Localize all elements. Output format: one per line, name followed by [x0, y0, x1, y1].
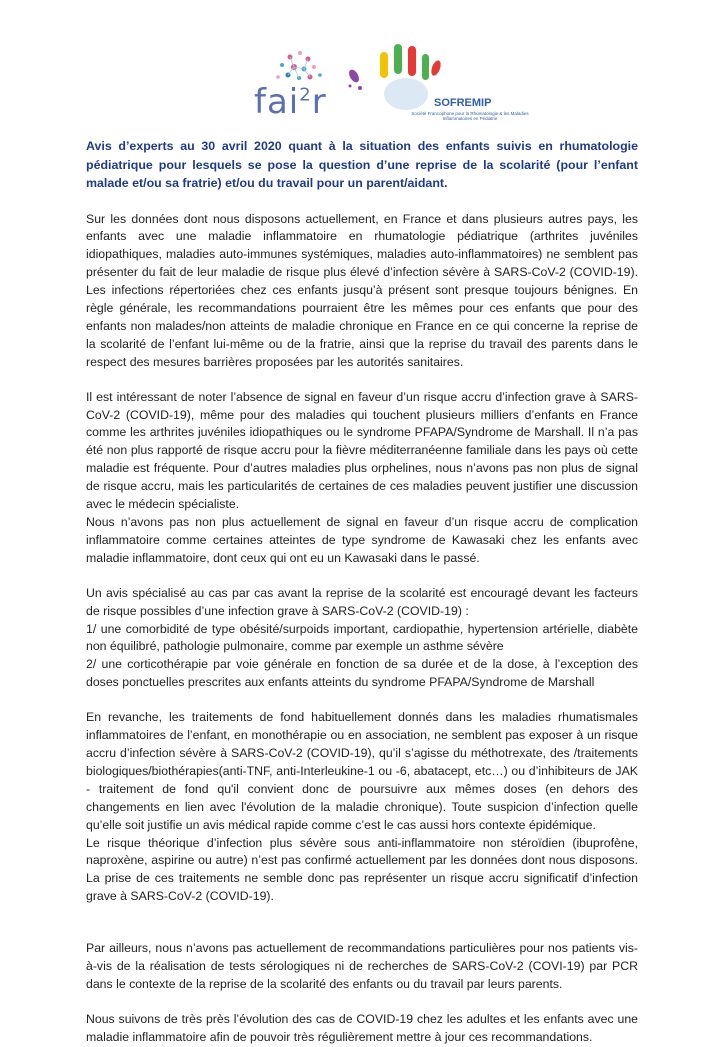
- document-body: [86, 137, 638, 1047]
- paragraph-3: Nous n’avons pas non plus actuellement de signal en faveur d’un risque accru de complication inflammatoire comme certaines atteintes de type syndrome de Kawasaki chez les enfants avec maladie inflammatoire, dont ceux qui ont eu un Kawasaki dans le passé.: [86, 515, 638, 565]
- header-logos: [0, 0, 724, 135]
- document-heading: Avis d’experts au 30 avril 2020 quant à la situation des enfants suivis en rhumatologie pédiatrique pour lesquels se pose la question d’une reprise de la scolarité (pour l’enfant malade et/ou sa fratrie) et/ou du travail pour un parent/aidant.: [86, 139, 638, 190]
- paragraph-2: Il est intéressant de noter l’absence de signal en faveur d’un risque accru d’infection grave à SARS-CoV-2 (COVID-19), même pour des maladies qui touchent plusieurs milliers d’enfants en France comme les arthrites juvéniles idiopathiques ou le syndrome PFAPA/Syndrome de Marshall. Il n’a pas été non plus rapporté de risque accru pour la fièvre méditerranéenne familiale dans les pays où cette maladie est fréquente. Pour d’autres maladies plus orphelines, nous n’avons pas non plus de signal de risque accru, mais les particularités de certaines de ces maladies peuvent justifier une discussion avec le médecin spécialiste.: [86, 389, 638, 512]
- paragraph-6: 2/ une corticothérapie par voie générale en fonction de sa durée et de la dose, à l’exception des doses ponctuelles prescrites aux enfants atteints du syndrome PFAPA/Syndrome de Marshall: [86, 657, 638, 690]
- paragraph-5: 1/ une comorbidité de type obésité/surpoids important, cardiopathie, hypertension artérielle, diabète non équilibré, pathologie pulmonaire, comme par exemple un asthme sévère: [86, 621, 638, 654]
- paragraph-4: Un avis spécialisé au cas par cas avant la reprise de la scolarité est encouragé devant les facteurs de risque possibles d’une infection grave à SARS-CoV-2 (COVID-19) :: [86, 585, 638, 618]
- paragraph-8: Le risque théorique d’infection plus sévère sous anti-inflammatoire non stéroïdien (ibuprofène, naproxène, aspirine ou autre) n’est pas confirmé actuellement par les données dont nous disposons. La prise de ces traitements ne semble donc pas représenter un risque accru significatif d’infection grave à SARS-CoV-2 (COVID-19).: [86, 835, 638, 904]
- paragraph-9: Par ailleurs, nous n’avons pas actuellement de recommandations particulières pour nos patients vis-à-vis de la réalisation de tests sérologiques ni de recherches de SARS-CoV-2 (COVI-19) par PCR dans le contexte de la reprise de la scolarité des enfants ou du travail par leurs parents.: [86, 941, 638, 991]
- paragraph-7: En revanche, les traitements de fond habituellement donnés dans les maladies rhumatismales inflammatoires de l’enfant, en monothérapie ou en association, ne semblent pas exposer à un risque accru d’infection sévère à SARS-CoV-2 (COVID-19), qu’il s’agisse du méthotrexate, des /traitements biologiques/biothérapies(anti-TNF, anti-Interleukine-1 ou -6, abatacept, etc…) ou d’inhibiteurs de JAK - traitement de fond qu'il convient donc de poursuivre aux mêmes doses (en dehors des changements en lien avec l'évolution de la maladie chronique). Toute suspicion d’infection quelle qu’elle soit justifie un avis médical rapide comme c’est le cas aussi hors contexte épidémique.: [86, 710, 638, 832]
- paragraph-10: Nous suivons de très près l’évolution des cas de COVID-19 chez les adultes et les enfants avec une maladie inflammatoire afin de pouvoir très régulièrement mettre à jour ces recommandations.: [86, 1011, 638, 1044]
- sofremip-title: SOFREMIP: [434, 97, 492, 109]
- fai2r-wordmark: fai$^2$r: [254, 82, 327, 122]
- paragraph-1: Sur les données dont nous disposons actuellement, en France et dans plusieurs autres pays, les enfants avec une maladie inflammatoire en rhumatologie pédiatrique (arthrites juvéniles idiopathiques, maladies auto-immunes systémiques, maladies auto-inflammatoires) ne semblent pas présenter du fait de leur maladie de risque plus élevé d’infection sévère à SARS-CoV-2 (COVID-19). Les infections répertoriées chez ces enfants jusqu’à présent sont presque toujours bénignes. En règle générale, les recommandations pourraient être les mêmes pour ces enfants que pour des enfants non malades/non atteints de maladie chronique en France en ce qui concerne la reprise de la scolarité de l’enfant lui-même ou de la fratrie, ainsi que la reprise du travail des parents dans le respect des mesures barrières proposées par les autorités sanitaires.: [86, 211, 638, 369]
- sofremip-subtitle: Société Francophone pour la Rhumatologie & les Maladies Inflammatoires en Pédiatrie: [411, 111, 529, 121]
